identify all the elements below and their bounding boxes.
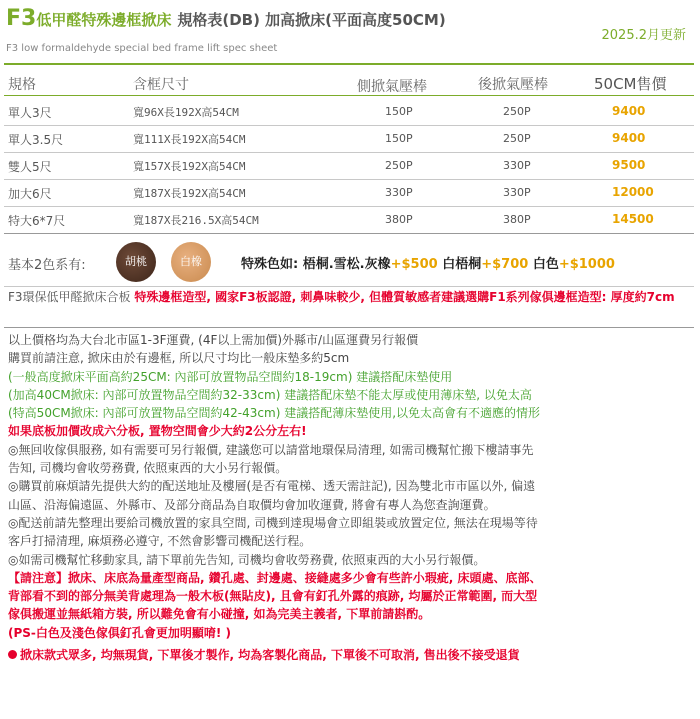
cell-size: 寬111X長192X高54CM (133, 133, 246, 146)
special-mid2: 白色 (528, 257, 559, 272)
cell-rear: 330P (503, 159, 531, 172)
table-row (0, 98, 700, 125)
special-mid: 白梧桐 (437, 257, 482, 272)
cell-rear: 330P (503, 186, 531, 199)
note-line: ◎購買前麻煩請先提供大約的配送地址及樓層(是否有電梯、透天需註記), 因為雙北市市區以外, 偏遠 (8, 479, 536, 494)
note-line: 客戶打掃清理, 麻煩務必遵守, 不然會影響司機配送行程。 (8, 534, 312, 549)
color-options (0, 238, 700, 286)
row-divider (4, 206, 694, 207)
cell-side: 150P (385, 105, 413, 118)
note-line: 以上價格均為大台北市區1-3F運費, (4F以上需加價)外縣市/山區運費另行報價 (8, 333, 419, 347)
table-row (0, 206, 700, 233)
row-divider (4, 125, 694, 126)
note-divider (4, 327, 694, 328)
notes-section (8, 331, 696, 664)
note-line: (特高50CM掀床: 內部可放置物品空間約42-43cm) 建議搭配薄床墊使用,以免太高會有不適應的情形 (8, 406, 541, 421)
cell-side: 150P (385, 132, 413, 145)
f3-board-note (8, 288, 694, 306)
col-size: 含框尺寸 (133, 77, 189, 93)
special-colors (241, 253, 615, 272)
f3-note-warning: 特殊邊框造型, 國家F3板認證, 刺鼻味較少, 但體質敏感者建議選購F1系列傢俱邊框造型: 厚度約7cm (134, 290, 675, 304)
note-line: (PS-白色及淺色傢俱釘孔會更加明顯唷! ) (8, 625, 232, 640)
note-line: 【請注意】掀床、床底為量產型商品, 鑽孔處、封邊處、接縫處多少會有些許小瑕疵, 床頭處、底部、 (8, 570, 542, 585)
cell-spec: 單人3.5尺 (8, 133, 64, 147)
note-line: 山區、沿海偏遠區、外縣市、及部分商品為自取價均會加收運費, 將會有專人為您查詢運費。 (8, 497, 496, 512)
cell-price: 12000 (612, 185, 654, 199)
price-add-3: +$1000 (558, 257, 615, 272)
note-line: 購買前請注意, 掀床由於有邊框, 所以尺寸均比一般床墊多約5cm (8, 351, 350, 366)
policy-text: 掀床款式眾多, 均無現貨, 下單後才製作, 均為客製化商品, 下單後不可取消, 售出後不接受退貨 (20, 648, 520, 663)
price-add-1: +$500 (390, 257, 438, 272)
header-divider (4, 63, 694, 65)
note-line: 背部看不到的部分無美背處理為一般木板(無貼皮), 且會有釘孔外露的痕跡, 均屬於正常範圍, 而大型 (8, 589, 538, 604)
price-add-2: +$700 (481, 257, 529, 272)
table-row (0, 152, 700, 179)
cell-rear: 380P (503, 213, 531, 226)
white-oak-swatch: 白橡 (171, 242, 211, 282)
cell-price: 9500 (612, 158, 646, 172)
cell-spec: 單人3尺 (8, 106, 52, 120)
cell-size: 寬187X長192X高54CM (133, 187, 246, 200)
no-return-policy (8, 646, 696, 664)
cell-price: 9400 (612, 131, 646, 145)
note-line: 傢俱搬運並無紙箱方裝, 所以難免會有小碰撞, 如為完美主義者, 下單前請斟酌。 (8, 607, 431, 622)
cell-size: 寬96X長192X高54CM (133, 106, 239, 119)
colors-label: 基本2色系有: (8, 258, 86, 273)
cell-size: 寬187X長216.5X高54CM (133, 214, 259, 227)
red-dot-icon (8, 650, 17, 659)
subtitle: F3 low formaldehyde special bed frame lift spec sheet (6, 43, 278, 54)
header-row-divider (4, 95, 694, 96)
colors-divider (4, 286, 694, 287)
cell-side: 330P (385, 186, 413, 199)
cell-side: 380P (385, 213, 413, 226)
table-row (0, 179, 700, 206)
note-line: ◎配送前請先整理出要給司機放置的家具空間, 司機到達現場會立即組裝或放置定位, 無法在現場等待 (8, 515, 538, 530)
cell-spec: 特大6*7尺 (8, 214, 66, 228)
cell-spec: 加大6尺 (8, 187, 52, 201)
note-line: ◎無回收傢俱服務, 如有需要可另行報價, 建議您可以請當地環保局清理, 如需司機幫忙搬下樓請事先 (8, 442, 534, 457)
cell-price: 9400 (612, 104, 646, 118)
col-side-strut: 側掀氣壓棒 (357, 79, 427, 95)
header (0, 0, 700, 68)
col-rear-strut: 後掀氣壓棒 (478, 77, 548, 93)
row-divider (4, 152, 694, 153)
note-line: ◎如需司機幫忙移動家具, 請下單前先告知, 司機均會收勞務費, 依照東西的大小另行報價。 (8, 552, 486, 567)
title-spec: 規格表(DB) 加高掀床(平面高度50CM) (177, 11, 446, 29)
cell-spec: 雙人5尺 (8, 160, 52, 174)
cell-price: 14500 (612, 212, 654, 226)
col-spec: 規格 (8, 77, 36, 93)
special-prefix: 特殊色如: 梧桐.雪松.灰橡 (241, 257, 391, 272)
note-line: (加高40CM掀床: 內部可放置物品空間約32-33cm) 建議搭配床墊不能太厚或使用薄床墊, 以免太高 (8, 387, 532, 402)
cell-side: 250P (385, 159, 413, 172)
update-date: 2025.2月更新 (601, 28, 686, 43)
spec-table (0, 98, 700, 233)
f3-note-prefix: F3環保低甲醛掀床合板 (8, 290, 135, 304)
walnut-swatch: 胡桃 (116, 242, 156, 282)
note-line: (一般高度掀床平面高約25CM: 內部可放置物品空間約18-19cm) 建議搭配床墊使用 (8, 369, 453, 384)
cell-rear: 250P (503, 105, 531, 118)
cell-size: 寬157X長192X高54CM (133, 160, 246, 173)
note-line: 如果底板加價改成六分板, 置物空間會少大約2公分左右! (8, 424, 307, 439)
row-divider (4, 179, 694, 180)
page-title (6, 6, 446, 31)
table-bottom-divider (4, 233, 694, 234)
col-price: 50CM售價 (594, 75, 667, 93)
note-line: 告知, 司機均會收勞務費, 依照東西的大小另行報價。 (8, 461, 288, 476)
table-header (0, 72, 700, 94)
f3-mark: F3 (6, 6, 37, 31)
cell-rear: 250P (503, 132, 531, 145)
title-main: 低甲醛特殊邊框掀床 (36, 11, 172, 29)
table-row (0, 125, 700, 152)
